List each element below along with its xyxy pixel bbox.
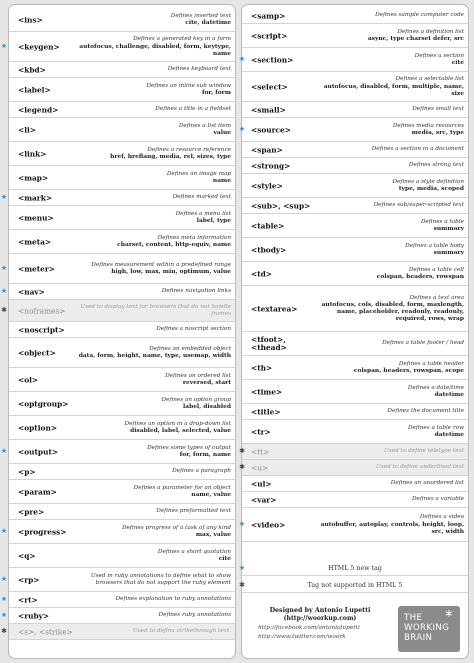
tag-description: Defines an option group	[161, 396, 231, 403]
facebook-link[interactable]: http://facebook.com/antoniolupetti	[258, 625, 360, 631]
tag-row-style	[242, 174, 468, 198]
star-icon: ★	[0, 595, 8, 603]
tag-row-optgroup	[9, 392, 235, 416]
tag-attributes: reversed, start	[182, 379, 231, 387]
tag-row-source	[242, 118, 468, 142]
tag-row-li	[9, 118, 235, 142]
tag-row-strong	[242, 158, 468, 174]
tag-description: Defines a noscript section	[156, 326, 231, 333]
tag-description: Defines a table footer / head	[382, 340, 464, 347]
tag-name: <video>	[251, 520, 286, 529]
tag-description: Defines a style definition	[392, 178, 464, 185]
legend-not-supported	[242, 578, 468, 593]
tag-description: Defines the document title	[387, 408, 464, 415]
tag-name: <title>	[251, 407, 281, 416]
tag-description: Defines a paragraph	[172, 468, 231, 475]
tag-description: Defines measurement within a predefined range	[91, 261, 231, 268]
star-icon: ★	[0, 527, 8, 535]
tag-name: <link>	[18, 149, 47, 158]
tag-name: <option>	[18, 423, 58, 432]
tag-description: Used to define teletype text	[384, 448, 464, 455]
tag-row-legend	[9, 102, 235, 118]
tag-name: <li>	[18, 125, 37, 134]
star-icon: ★	[0, 42, 8, 50]
tag-row-var	[242, 492, 468, 508]
tag-row-pre	[9, 504, 235, 520]
tag-name: <pre>	[18, 507, 45, 516]
tag-description: Defines meta information	[157, 234, 231, 241]
tag-description: Defines sub/super-scripted text	[373, 202, 464, 209]
tag-row-q	[9, 544, 235, 568]
tag-name: <strong>	[251, 161, 291, 170]
tag-row-time	[242, 380, 468, 404]
tag-name: <s>, <strike>	[18, 627, 73, 636]
tag-row-span	[242, 142, 468, 158]
tag-row-s-strike	[9, 624, 235, 640]
tag-row-ul	[242, 476, 468, 492]
right-tag-list	[242, 8, 468, 542]
tag-row-textarea	[242, 286, 468, 332]
tag-name: <textarea>	[251, 304, 298, 313]
tag-description: Defines an option in a drop-down list	[124, 420, 231, 427]
tag-attributes: datetime	[434, 431, 464, 439]
tag-attributes: for, form	[201, 89, 231, 97]
tag-description: Defines a menu list	[175, 210, 231, 217]
tag-description: Defines sample computer code	[375, 12, 464, 19]
tag-name: <time>	[251, 387, 283, 396]
tag-row-sub-sup	[242, 198, 468, 214]
logo-asterisk-icon: *	[445, 607, 453, 625]
tag-attributes: autofocus, challenge, disabled, form, keytype, name	[79, 42, 231, 57]
tag-row-section	[242, 48, 468, 72]
tag-name: <span>	[251, 145, 283, 154]
tag-name: <table>	[251, 221, 285, 230]
tag-row-nav	[9, 284, 235, 300]
tag-description: Defines a short quotation	[157, 548, 231, 555]
tag-name: <th>	[251, 363, 273, 372]
tag-attributes: name	[212, 177, 231, 185]
tag-row-param	[9, 480, 235, 504]
star-icon: ★	[0, 193, 8, 201]
tag-row-map	[9, 166, 235, 190]
tag-row-td	[242, 262, 468, 286]
tag-name: <rp>	[18, 575, 40, 584]
tag-attributes: disabled, label, selected, value	[130, 427, 231, 435]
tag-name: <noscript>	[18, 325, 65, 334]
tag-description: Defines a table	[420, 218, 464, 225]
tag-attributes: autobuffer, autoplay, controls, height, loop, src, width	[320, 520, 464, 535]
tag-row-u	[242, 460, 468, 476]
tag-attributes: async, type charset defer, src	[367, 35, 464, 43]
left-panel	[8, 4, 236, 659]
tag-description: Defines a list item	[178, 122, 231, 129]
tag-description: Defines an ordered list	[165, 372, 231, 379]
tag-name: <meta>	[18, 237, 52, 246]
tag-row-small	[242, 102, 468, 118]
tag-name: <tr>	[251, 427, 271, 436]
tag-attributes: type, media, scoped	[398, 185, 464, 193]
star-icon: ★	[0, 611, 8, 619]
tag-name: <q>	[18, 551, 36, 560]
tag-row-keygen	[9, 32, 235, 62]
left-tag-list	[9, 8, 235, 640]
tag-attributes: colspan, headers, rowspan	[376, 273, 464, 281]
tag-name: <param>	[18, 487, 57, 496]
asterisk-icon: ✱	[239, 447, 245, 455]
tag-attributes: label, disabled	[183, 403, 231, 411]
tag-description: Defines a date/time	[407, 384, 464, 391]
tag-description: Defines a section	[414, 52, 464, 59]
tag-attributes: href, hreflang, media, rel, sizes, type	[110, 153, 231, 161]
tag-name: <u>	[251, 463, 269, 472]
tag-row-meter	[9, 254, 235, 284]
credits	[252, 607, 388, 641]
tag-row-kbd	[9, 62, 235, 78]
tag-row-table	[242, 214, 468, 238]
tag-description: Defines a table cell	[408, 266, 464, 273]
tag-name: <object>	[18, 348, 56, 357]
tag-row-p	[9, 464, 235, 480]
tag-name: <small>	[251, 105, 286, 114]
tag-attributes: summary	[433, 225, 464, 233]
tag-attributes: autofocus, cols, disabled, form, maxlength, name, placeholder, readonly, readonly, required, rows, wrap	[321, 301, 464, 323]
tag-name: <map>	[18, 173, 49, 182]
tag-name: <tfoot>, <thead>	[251, 334, 287, 352]
tag-description: Defines a generated key in a form	[133, 36, 231, 43]
logo-line-1: THE	[404, 613, 423, 623]
tag-name: <menu>	[18, 213, 54, 222]
tag-name: <section>	[251, 55, 294, 64]
tag-attributes: charset, content, http-equiv, name	[117, 241, 231, 249]
tag-name: <output>	[18, 447, 59, 456]
tag-description: Defines a section in a document	[371, 146, 464, 153]
tag-name: <p>	[18, 467, 36, 476]
tag-name: <kbd>	[18, 65, 46, 74]
tag-row-label	[9, 78, 235, 102]
tag-description: Defines inserted text	[170, 12, 231, 19]
tag-name: <samp>	[251, 11, 286, 20]
tag-row-script	[242, 24, 468, 48]
tag-name: <label>	[18, 85, 51, 94]
asterisk-icon: ✱	[239, 463, 245, 471]
tag-attributes: value	[213, 129, 231, 137]
tag-row-tt	[242, 444, 468, 460]
tag-description: Defines a definition list	[397, 28, 464, 35]
tag-row-ins	[9, 8, 235, 32]
tag-attributes: summary	[433, 249, 464, 257]
tag-description: Defines an unordered list	[390, 480, 464, 487]
tag-attributes: for, form, name	[179, 451, 231, 459]
tag-row-th	[242, 356, 468, 380]
tag-row-tr	[242, 420, 468, 444]
tag-description: Defines a title in a fieldset	[155, 106, 231, 113]
tag-row-samp	[242, 8, 468, 24]
tag-description: Defines a table header	[398, 360, 464, 367]
tag-attributes: cite, datetime	[185, 19, 231, 27]
tag-description: Defines ruby annotations	[158, 612, 231, 619]
tag-description: Defines small text	[412, 106, 464, 113]
star-icon: ★	[238, 55, 246, 63]
tag-name: <script>	[251, 31, 288, 40]
tag-name: <ul>	[251, 479, 272, 488]
tag-description: Defines a parameter for an object	[133, 484, 231, 491]
asterisk-icon: ✱	[1, 306, 7, 314]
tag-row-mark	[9, 190, 235, 206]
legend-na-label: Tag not supported in HTML 5	[307, 581, 403, 589]
legend-asterisk-icon: ✱	[239, 580, 245, 589]
tag-description: Defines progress of a task of any kind	[122, 524, 231, 531]
tag-description: Used in ruby annotations to define what to show browsers that do not support the ruby element	[90, 573, 231, 586]
tag-description: Used to define strikethrough text.	[132, 628, 231, 635]
tag-name: <nav>	[18, 287, 45, 296]
tag-description: Defines a table row	[408, 424, 464, 431]
tag-row-object	[9, 338, 235, 368]
tag-row-link	[9, 142, 235, 166]
tag-name: <legend>	[18, 105, 59, 114]
tag-description: Defines an inline sub window	[146, 82, 231, 89]
tag-description: Defines a text area	[409, 294, 464, 301]
tag-description: Defines a resource reference	[147, 146, 231, 153]
tag-row-output	[9, 440, 235, 464]
tag-name: <sub>, <sup>	[251, 201, 311, 210]
tag-row-video	[242, 508, 468, 542]
right-panel	[241, 4, 469, 659]
logo-line-2: WORKING	[404, 623, 450, 633]
tag-attributes: media, src, type	[411, 129, 464, 137]
tag-row-menu	[9, 206, 235, 230]
star-icon: ★	[238, 520, 246, 528]
star-icon: ★	[0, 264, 8, 272]
tag-description: Defines a selectable list	[395, 76, 464, 83]
tag-row-meta	[9, 230, 235, 254]
tag-description: Defines an embedded object	[149, 345, 231, 352]
tag-row-tfoot-thead	[242, 332, 468, 356]
tag-name: <ol>	[18, 375, 39, 384]
tag-description: Defines keyboard text	[167, 66, 231, 73]
credits-footer	[242, 601, 468, 659]
tag-attributes: colspan, headers, rowspan, scope	[353, 367, 464, 375]
tag-description: Defines a variable	[411, 496, 464, 503]
tag-row-progress	[9, 520, 235, 544]
tag-row-noscript	[9, 322, 235, 338]
tag-row-rp	[9, 568, 235, 592]
tag-name: <ins>	[18, 15, 43, 24]
tag-description: Defines explanation to ruby annotations	[115, 596, 231, 603]
star-icon: ★	[0, 287, 8, 295]
tag-name: <noframes>	[18, 306, 66, 315]
tag-name: <source>	[251, 125, 291, 134]
twitter-link[interactable]: http://www.twitter.com/woork	[258, 634, 346, 640]
tag-row-select	[242, 72, 468, 102]
tag-row-rt	[9, 592, 235, 608]
tag-row-noframes	[9, 300, 235, 322]
tag-name: <tt>	[251, 447, 270, 456]
tag-attributes: name, value	[191, 491, 231, 499]
star-icon: ★	[0, 447, 8, 455]
tag-name: <mark>	[18, 193, 53, 202]
star-icon: ★	[0, 575, 8, 583]
tag-attributes: max, value	[195, 531, 231, 539]
tag-row-option	[9, 416, 235, 440]
tag-description: Defines a table body	[405, 242, 464, 249]
tag-attributes: datetime	[434, 391, 464, 399]
working-brain-logo	[398, 606, 460, 652]
tag-attributes: cite	[451, 59, 464, 67]
asterisk-icon: ✱	[1, 627, 7, 635]
tag-name: <tbody>	[251, 245, 287, 254]
tag-attributes: label, type	[196, 217, 231, 225]
tag-name: <var>	[251, 495, 277, 504]
tag-row-ruby	[9, 608, 235, 624]
tag-name: <ruby>	[18, 611, 50, 620]
tag-name: <rt>	[18, 595, 38, 604]
tag-description: Defines marked text	[172, 194, 231, 201]
tag-description: Used to display text for browsers that do not handle frames	[80, 304, 231, 317]
tag-description: Defines preformatted text	[156, 508, 231, 515]
tag-description: Defines media resources	[392, 122, 464, 129]
tag-name: <style>	[251, 181, 283, 190]
legend-star-icon: ★	[238, 563, 246, 572]
tag-attributes: high, low, max, min, optimum, value	[111, 268, 231, 276]
tag-description: Defines a video	[419, 514, 464, 521]
tag-row-ol	[9, 368, 235, 392]
tag-description: Defines some types of output	[147, 444, 231, 451]
tag-attributes: cite	[218, 555, 231, 563]
tag-name: <select>	[251, 82, 288, 91]
tag-description: Used to define underlined text	[376, 464, 464, 471]
legend-new-label: HTML 5 new tag	[328, 564, 382, 572]
star-icon: ★	[238, 125, 246, 133]
logo-line-3: BRAIN	[404, 633, 433, 643]
designer-credit: Designed by Antonio Lupetti	[269, 607, 371, 614]
tag-name: <meter>	[18, 264, 55, 273]
tag-attributes: autofocus, disabled, form, multiple, name, size	[323, 82, 464, 97]
tag-row-title	[242, 404, 468, 420]
tag-description: Defines an image map	[166, 170, 231, 177]
tag-row-tbody	[242, 238, 468, 262]
tag-description: Defines strong text	[408, 162, 464, 169]
tag-name: <progress>	[18, 527, 67, 536]
tag-name: <optgroup>	[18, 399, 69, 408]
tag-name: <td>	[251, 269, 272, 278]
legend-new	[242, 561, 468, 576]
designer-site[interactable]: (http://woorkup.com)	[283, 615, 357, 622]
tag-attributes: data, form, height, name, type, usemap, width	[78, 352, 231, 360]
tag-name: <keygen>	[18, 42, 60, 51]
tag-description: Defines navigation links	[161, 288, 231, 295]
